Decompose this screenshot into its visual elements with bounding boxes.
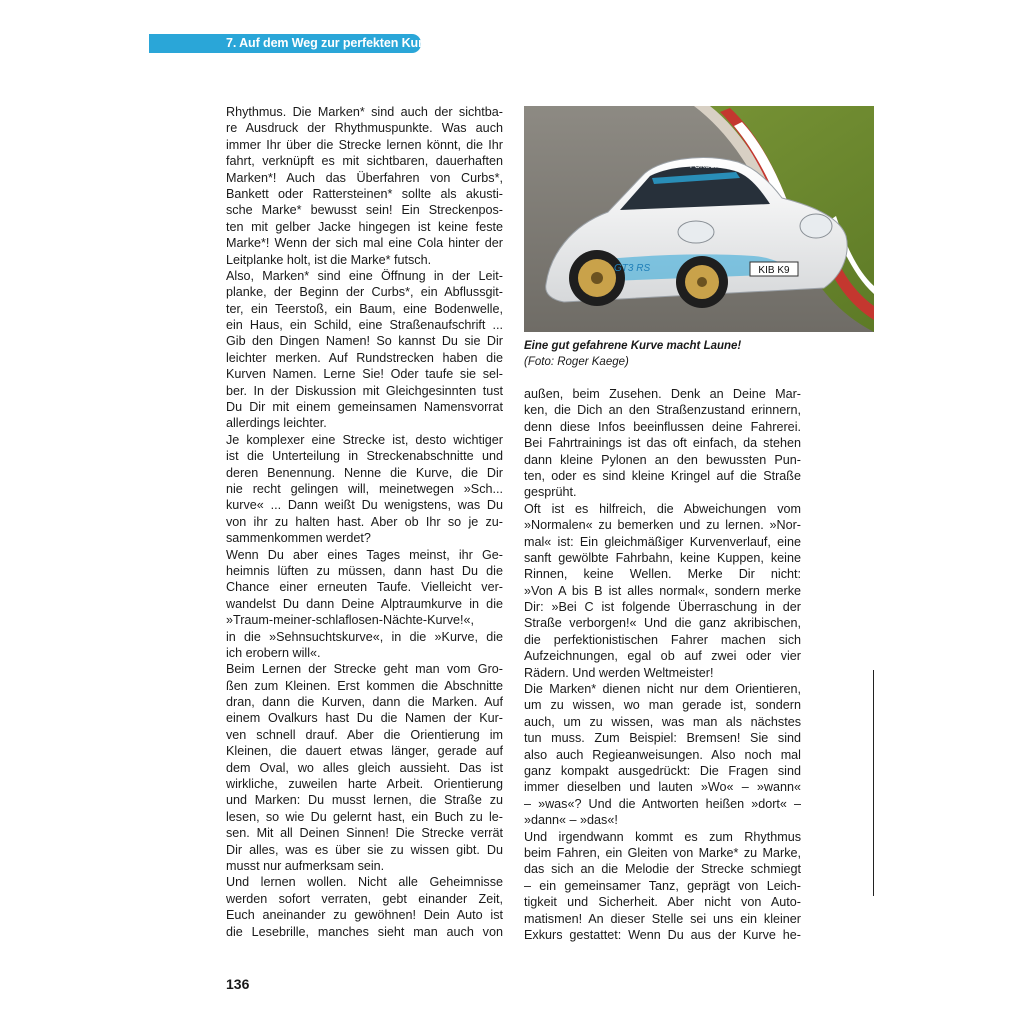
text-line: nie recht gelingen will, meinetwegen »Sch... [226, 481, 503, 496]
text-line: Gib den Dingen Namen! So kannst Du sie Dir [226, 334, 503, 349]
text-line: ganz kompakt ausgedrückt: Die Fragen sind [524, 763, 801, 778]
caption-title: Eine gut gefahrene Kurve macht Laune! [524, 340, 742, 352]
text-line: Leitplanke holt, ist die Marke* futsch. [226, 252, 432, 267]
text-line: Und irgendwann kommt es zum Rhythmus [524, 829, 801, 844]
text-line: die perfektionistischen Fahrer machen sich [524, 632, 801, 647]
side-badge: GT3 RS [614, 263, 651, 274]
text-line: Dir: »Bei C ist folgende Überraschung in der [524, 600, 801, 615]
text-line: Marke*! Wenn der sich mal eine Cola hinter der [226, 236, 503, 251]
text-line: deren Benennung. Nenne die Kurve, die Dir [226, 465, 503, 480]
text-line: sanft gewölbte Fahrbahn, keine Kuppen, keine [524, 550, 801, 565]
text-line: planke, der Beginn der Curbs*, ein Abflussgit- [226, 285, 503, 300]
text-line: Rädern. Und werden Weltmeister! [524, 665, 714, 680]
text-line: Marken*! Auch das Überfahren von Curbs*, [226, 170, 503, 185]
text-line: beim Fahren, ein Gleiten von Marke* zu Marke, [524, 845, 801, 860]
text-line: leichter merken. Auf Rundstrecken haben die [226, 350, 503, 365]
text-line: ven schnell drauf. Aber die Orientierung im [226, 727, 503, 742]
text-line: Beim Lernen der Strecke geht man vom Gro- [226, 662, 503, 677]
text-line: das sich an die Melodie der Strecke schmiegt [524, 862, 801, 877]
race-car-photo [524, 106, 874, 332]
text-line: fahrt, verknüpft es mit sichtbaren, dauerhaften [226, 154, 503, 169]
text-line: Bei Fahrtrainings ist das oft einfach, da stehen [524, 436, 801, 451]
text-line: kurve« ... Dann weißt Du wenigstens, was Du [226, 498, 503, 513]
text-line: dann kleine Pylonen an den bewussten Pun- [524, 452, 801, 467]
text-line: Chance einer erneuten Taufe. Vielleicht ver- [226, 580, 503, 595]
text-line: immer Ihr über die Strecke lernen könnt, die Ihr [226, 137, 503, 152]
text-line: matismen! An dieser Stelle sei uns ein kleiner [524, 911, 801, 926]
text-line: ßen zum Kleinen. Erst kommen die Abschnitte [226, 678, 503, 693]
text-line: dran, dann die Kurven, dann die Marken. Auf [226, 695, 503, 710]
text-line: werden sofort verraten, gebt einander Zeit, [226, 891, 503, 906]
text-line: außen, beim Zusehen. Denk an Deine Mar- [524, 387, 801, 401]
text-line: ten mit gelber Jacke hingegen ist keine feste [226, 219, 503, 234]
text-line: ist die Unterteilung in Streckenabschnitte und [226, 449, 503, 464]
text-line: einem Ovalkurs hast Du die Namen der Kur- [226, 711, 503, 726]
text-line: »Von A bis B ist alles normal«, sondern merke [524, 583, 801, 598]
text-line: Und lernen wollen. Nicht alle Geheimnisse [226, 875, 503, 890]
text-line: auch, um zu wissen, was man als nächstes [524, 714, 801, 729]
text-line: Kleinen, die dauert etwas länger, gerade auf [226, 744, 503, 759]
text-line: Dir alles, was es über sie zu wissen gibt. Du [226, 842, 503, 857]
text-line: Wenn Du aber eines Tages meinst, ihr Ge- [226, 547, 503, 562]
text-line: Oft ist es hilfreich, die Abweichungen vom [524, 501, 801, 516]
text-line: Also, Marken* sind eine Öffnung in der Leit- [226, 268, 503, 283]
text-line: ein Haus, ein Schild, eine Straßenaufschrift ... [226, 318, 503, 333]
license-plate: KIB K9 [758, 265, 790, 276]
text-line: – ein gemeinsamer Tanz, geprägt von Leich- [524, 878, 801, 893]
text-line: in die »Sehnsuchtskurve«, in die »Kurve, die [226, 629, 503, 644]
text-line: heimnis lüften zu müssen, dann hast Du die [226, 563, 503, 578]
text-line: sche Marke* bewusst sein! Ein Streckenpos- [226, 203, 503, 218]
text-line: denn diese Infos beeinflussen deine Fahrerei. [524, 419, 801, 434]
text-line: um zu wissen, wo man gerade ist, sondern [524, 698, 801, 713]
right-text-column [524, 386, 801, 943]
text-line: immer dieselben und lauten »Wo« – »wann« [524, 780, 801, 795]
text-line: »Normalen« zu bemerken und zu lernen. »Nor- [524, 518, 801, 533]
page-number: 136 [226, 976, 250, 992]
text-line: Die Marken* dienen nicht nur dem Orientieren, [524, 682, 801, 697]
text-line: dem Oval, wo alles gleich aussieht. Das ist [226, 760, 503, 775]
text-line: sen. Mit all Deinen Sinnen! Die Strecke verrät [226, 826, 503, 841]
text-line: also auch Regieanweisungen. Also noch mal [524, 747, 801, 762]
text-line: re Ausdruck der Rhythmuspunkte. Was auch [226, 121, 503, 136]
chapter-title: 7. Auf dem Weg zur perfekten Kurve [226, 36, 437, 50]
margin-rule [873, 670, 874, 896]
text-line: ber. In der Diskussion mit Gleichgesinnten tust [226, 383, 503, 398]
text-line: Je komplexer eine Strecke ist, desto wichtiger [226, 432, 503, 447]
text-line: Rhythmus. Die Marken* sind auch der sichtba- [226, 105, 503, 119]
text-line: Exkurs gestattet: Wenn Du aus der Kurve he- [524, 927, 801, 942]
text-line: ter, ein Teerstoß, ein Baum, eine Bodenwelle, [226, 301, 503, 316]
text-line: mal« ist: Ein gleichmäßiger Kurvenverlauf, eine [524, 534, 801, 549]
text-line: von ihr zu halten hast. Aber ob Ihr so je zu- [226, 514, 503, 529]
text-line: tun muss. Zum Beispiel: Bremsen! Sie sind [524, 731, 801, 746]
text-line: Euch aneinander zu gewöhnen! Dein Auto ist [226, 908, 503, 923]
text-line: Bankett oder Rattersteinen* sollte als akusti- [226, 186, 503, 201]
photo-caption [524, 338, 741, 370]
text-line: »Traum-meiner-schlaflosen-Nächte-Kurve!«, [226, 613, 475, 628]
caption-credit: (Foto: Roger Kaege) [524, 356, 629, 368]
text-line: ken, die Dich an den Straßenzustand erinnern, [524, 403, 801, 418]
text-line: musst nur aufmerksam sein. [226, 858, 385, 873]
text-line: gesprüht. [524, 485, 577, 500]
windshield-brand: PORSCHE [690, 163, 725, 170]
text-line: und Marken: Du musst lernen, die Straße zu [226, 793, 503, 808]
text-line: Kurven Namen. Lerne Sie! Oder taufe sie sel- [226, 367, 503, 382]
text-line: die Lesebrille, manches sieht man auch von [226, 924, 503, 939]
text-line: ten, oder es sind kleine Kringel auf die Straße [524, 468, 801, 483]
text-line: lesen, so wie Du gelernt hast, ein Buch zu le- [226, 809, 503, 824]
left-text-column [226, 104, 503, 940]
text-line: Rinnen, keine Wellen. Merke Dir nicht: [524, 567, 801, 582]
text-line: Aufzeichnungen, egal ob auf zwei oder vier [524, 649, 801, 664]
text-line: – »was«? Und die Antworten heißen »dort« – [524, 796, 801, 811]
text-line: wirkliche, zuweilen harte Arbeit. Orientierung [226, 777, 503, 792]
text-line: Du Dir mit einem gemeinsamen Namensvorrat [226, 400, 503, 415]
text-line: sammenkommen werdet? [226, 531, 371, 546]
text-line: Straße verborgen!« Und die ganz akribischen, [524, 616, 801, 631]
text-line: tigkeit und Sicherheit. Aber nicht von Auto- [524, 895, 801, 910]
text-line: wandelst Du dann Deine Alptraumkurve in die [226, 596, 503, 611]
text-line: »dann« – »das«! [524, 813, 618, 828]
text-line: allerdings leichter. [226, 416, 327, 431]
text-line: ich erobern will«. [226, 645, 321, 660]
